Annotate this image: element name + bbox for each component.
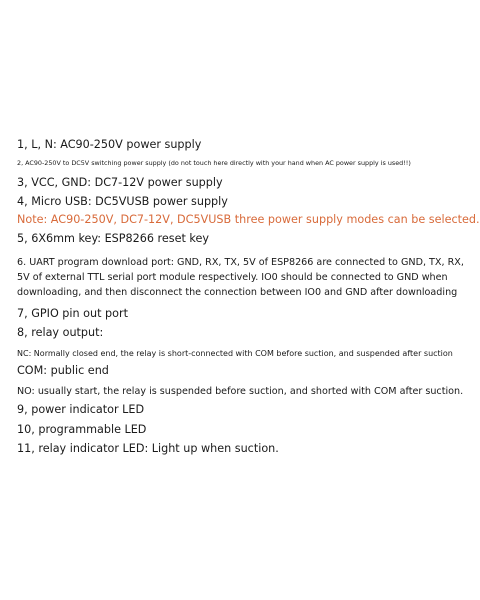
item-3-dc-supply: 3, VCC, GND: DC7-12V power supply bbox=[17, 176, 223, 189]
item-1-power-ac: 1, L, N: AC90-250V power supply bbox=[17, 138, 202, 151]
item-2-switching-supply: 2, AC90-250V to DC5V switching power supply (do not touch here directly with your hand when AC power supply is used!!) bbox=[17, 159, 411, 167]
item-6-uart-line-3: downloading, and then disconnect the connection between IO0 and GND after downloading bbox=[17, 287, 458, 298]
item-10-programmable-led: 10, programmable LED bbox=[17, 423, 147, 436]
item-4-usb-supply: 4, Micro USB: DC5VUSB power supply bbox=[17, 195, 228, 208]
item-9-power-led: 9, power indicator LED bbox=[17, 403, 145, 416]
item-6-uart-line-2: 5V of external TTL serial port module respectively. IO0 should be connected to GND when bbox=[17, 272, 448, 283]
item-6-uart-line-1: 6. UART program download port: GND, RX, TX, 5V of ESP8266 are connected to GND, TX, RX, bbox=[17, 257, 464, 268]
item-7-gpio: 7, GPIO pin out port bbox=[17, 307, 128, 320]
item-8-relay-output: 8, relay output: bbox=[17, 326, 104, 339]
power-mode-note: Note: AC90-250V, DC7-12V, DC5VUSB three power supply modes can be selected. bbox=[17, 213, 480, 226]
relay-com-description: COM: public end bbox=[17, 364, 109, 377]
relay-no-description: NO: usually start, the relay is suspended before suction, and shorted with COM after suction. bbox=[17, 386, 464, 397]
item-5-reset-key: 5, 6X6mm key: ESP8266 reset key bbox=[17, 232, 209, 245]
relay-nc-description: NC: Normally closed end, the relay is short-connected with COM before suction, and suspended after suction bbox=[17, 349, 453, 358]
item-11-relay-led: 11, relay indicator LED: Light up when suction. bbox=[17, 442, 279, 455]
